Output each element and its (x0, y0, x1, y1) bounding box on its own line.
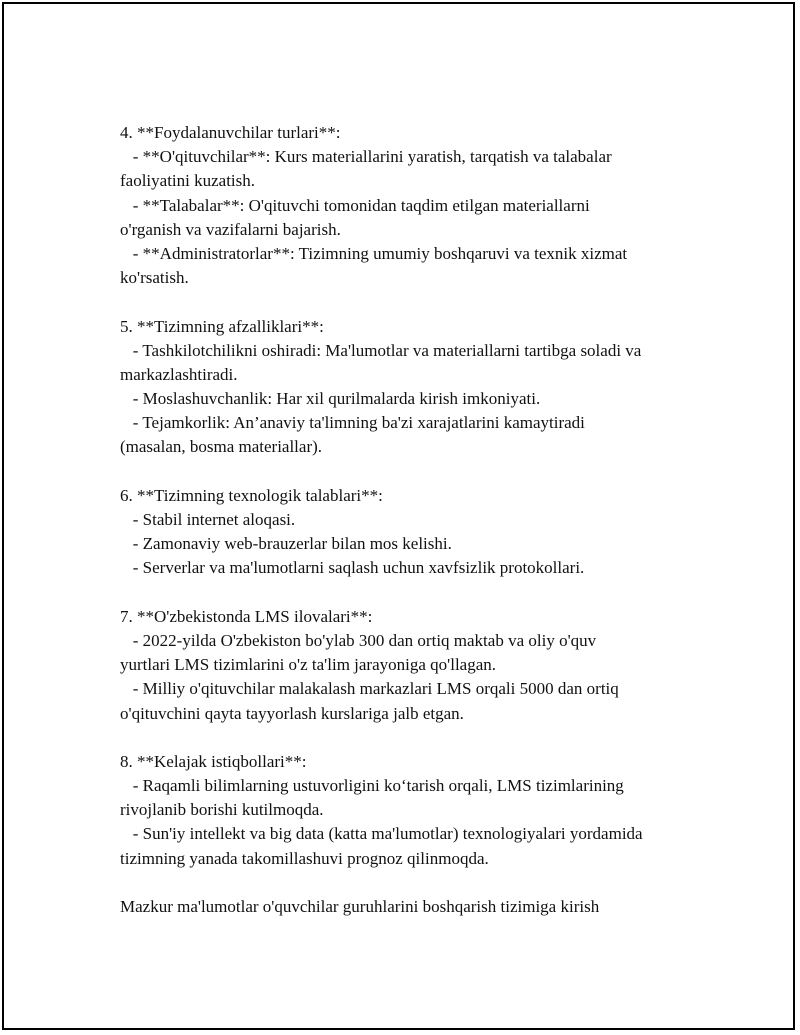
text-line: 7. **O'zbekistonda LMS ilovalari**: (120, 606, 373, 626)
page-frame (2, 2, 795, 1030)
text-line: - **O'qituvchilar**: Kurs materiallarini yaratish, tarqatish va talabalar (120, 147, 612, 167)
text-line: rivojlanib borishi kutilmoqda. (120, 800, 324, 820)
document-section (120, 484, 710, 581)
text-line: Mazkur ma'lumotlar o'quvchilar guruhlarini boshqarish tizimiga kirish (120, 897, 600, 916)
text-line: - Raqamli bilimlarning ustuvorligini ko‘tarish orqali, LMS tizimlarining (120, 776, 624, 796)
document-section (120, 750, 710, 871)
section-gap (120, 871, 710, 895)
document-section (120, 895, 710, 919)
text-line: - **Administratorlar**: Tizimning umumiy boshqaruvi va texnik xizmat (120, 243, 628, 263)
section-gap (120, 460, 710, 484)
text-line: markazlashtiradi. (120, 364, 238, 384)
text-line: 5. **Tizimning afzalliklari**: (120, 316, 324, 336)
text-line: o'rganish va vazifalarni bajarish. (120, 219, 341, 239)
text-line: - **Talabalar**: O'qituvchi tomonidan taqdim etilgan materiallarni (120, 195, 590, 215)
document-section (120, 315, 710, 460)
text-line: - Tashkilotchilikni oshiradi: Ma'lumotlar va materiallarni tartibga soladi va (120, 340, 642, 360)
text-line: 8. **Kelajak istiqbollari**: (120, 751, 307, 771)
text-line: ko'rsatish. (120, 268, 189, 288)
section-gap (120, 581, 710, 605)
text-line: (masalan, bosma materiallar). (120, 437, 323, 457)
text-line: - Moslashuvchanlik: Har xil qurilmalarda kirish imkoniyati. (120, 389, 541, 409)
text-line: - Stabil internet aloqasi. (120, 510, 296, 529)
document-section (120, 605, 710, 726)
text-line: - Tejamkorlik: An’anaviy ta'limning ba'zi xarajatlarini kamaytiradi (120, 413, 585, 433)
text-line: - Zamonaviy web-brauzerlar bilan mos kelishi. (120, 534, 452, 554)
text-line: - 2022-yilda O'zbekiston bo'ylab 300 dan ortiq maktab va oliy o'quv (120, 630, 597, 650)
text-line: tizimning yanada takomillashuvi prognoz qilinmoqda. (120, 848, 489, 868)
text-line: - Milliy o'qituvchilar malakalash markazlari LMS orqali 5000 dan ortiq (120, 679, 619, 699)
text-line: faoliyatini kuzatish. (120, 171, 256, 191)
text-line: 4. **Foydalanuvchilar turlari**: (120, 123, 341, 142)
text-line: o'qituvchini qayta tayyorlash kurslariga jalb etgan. (120, 703, 464, 723)
text-line: yurtlari LMS tizimlarini o'z ta'lim jarayoniga qo'llagan. (120, 655, 497, 675)
section-gap (120, 726, 710, 750)
text-line: 6. **Tizimning texnologik talablari**: (120, 485, 383, 505)
text-line: - Sun'iy intellekt va big data (katta ma'lumotlar) texnologiyalari yordamida (120, 824, 643, 844)
document-section (120, 121, 710, 290)
text-line: - Serverlar va ma'lumotlarni saqlash uchun xavfsizlik protokollari. (120, 558, 585, 578)
document-body (120, 121, 710, 919)
section-gap (120, 290, 710, 314)
